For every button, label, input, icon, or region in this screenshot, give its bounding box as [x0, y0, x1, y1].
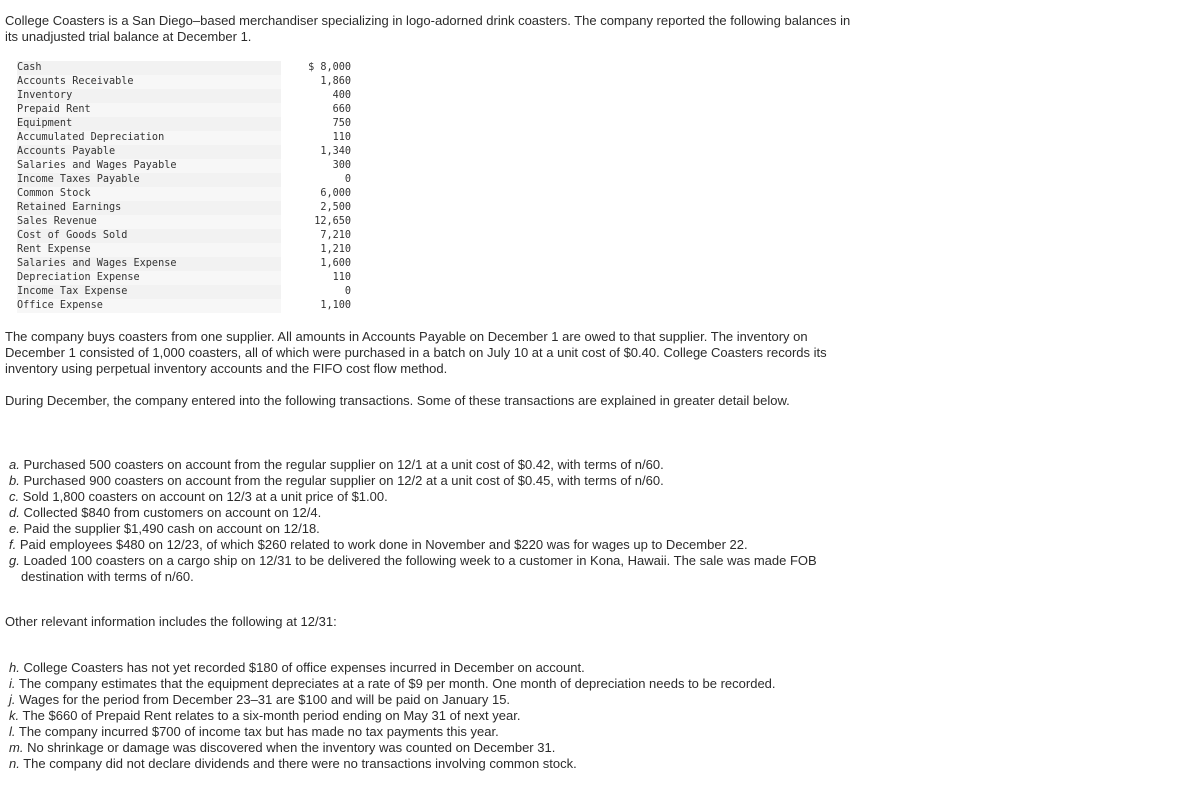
account-name: Income Tax Expense [17, 286, 128, 297]
table-row [17, 89, 357, 103]
item-letter: g. [9, 553, 20, 568]
item-text: Paid employees $480 on 12/23, of which $260 related to work done in November and $220 was for wages up to December 22. [19, 537, 748, 552]
list-item [5, 676, 865, 692]
list-item [5, 756, 865, 772]
item-letter: k. [9, 708, 20, 723]
transactions-intro-paragraph: During December, the company entered into the following transactions. Some of these transactions are explained in greater detail below. [5, 393, 790, 408]
account-name: Inventory [17, 90, 73, 101]
account-name: Depreciation Expense [17, 272, 140, 283]
list-item [5, 457, 865, 473]
item-text: The $660 of Prepaid Rent relates to a six-month period ending on May 31 of next year. [22, 708, 521, 723]
intro-paragraph: College Coasters is a San Diego–based merchandiser specializing in logo-adorned drink coasters. The company reported the following balances in its unadjusted trial balance at December 1. [5, 13, 851, 44]
table-row [17, 201, 357, 215]
item-text: No shrinkage or damage was discovered when the inventory was counted on December 31. [27, 740, 556, 755]
table-row [17, 103, 357, 117]
item-letter: b. [9, 473, 20, 488]
list-item [5, 489, 865, 505]
item-text: Sold 1,800 coasters on account on 12/3 at a unit price of $1.00. [22, 489, 388, 504]
trial-balance-table [17, 61, 357, 313]
account-amount: 1,600 [281, 257, 357, 271]
account-amount: 750 [281, 117, 357, 131]
account-amount: 660 [281, 103, 357, 117]
table-row [17, 159, 357, 173]
account-name: Accumulated Depreciation [17, 132, 165, 143]
item-text: The company did not declare dividends and there were no transactions involving common stock. [23, 756, 577, 771]
list-item [5, 505, 865, 521]
list-item [5, 692, 865, 708]
item-letter: h. [9, 660, 20, 675]
item-text: Wages for the period from December 23–31 are $100 and will be paid on January 15. [19, 692, 511, 707]
table-row [17, 145, 357, 159]
item-letter: f. [9, 537, 17, 552]
account-name: Prepaid Rent [17, 104, 91, 115]
account-name: Office Expense [17, 300, 103, 311]
account-name: Retained Earnings [17, 202, 122, 213]
account-amount: 1,100 [281, 299, 357, 313]
item-letter: c. [9, 489, 20, 504]
table-row [17, 117, 357, 131]
table-row [17, 215, 357, 229]
item-letter: a. [9, 457, 20, 472]
table-row [17, 131, 357, 145]
table-row [17, 257, 357, 271]
item-letter: e. [9, 521, 20, 536]
item-letter: n. [9, 756, 20, 771]
item-letter: i. [9, 676, 16, 691]
account-amount: 6,000 [281, 187, 357, 201]
list-item [5, 537, 865, 553]
account-amount: 12,650 [281, 215, 357, 229]
item-text: Loaded 100 coasters on a cargo ship on 12/31 to be delivered the following week to a customer in Kona, Hawaii. The sale was made FOB destination with terms of n/60. [21, 553, 817, 584]
account-amount: 7,210 [281, 229, 357, 243]
table-row [17, 187, 357, 201]
other-info-list [5, 660, 865, 772]
account-name: Accounts Receivable [17, 76, 134, 87]
supplier-paragraph: The company buys coasters from one supplier. All amounts in Accounts Payable on December 1 are owed to that supplier. The inventory on December 1 consisted of 1,000 coasters, all of which were purchased in a batch on July 10 at a unit cost of $0.40. College Coasters records its inventory using perpetual inventory accounts and the FIFO cost flow method. [5, 329, 827, 376]
table-row [17, 61, 357, 75]
table-row [17, 243, 357, 257]
account-name: Sales Revenue [17, 216, 97, 227]
list-item [5, 708, 865, 724]
item-letter: j. [9, 692, 16, 707]
item-letter: l. [9, 724, 16, 739]
account-amount: 110 [281, 131, 357, 145]
item-text: Purchased 500 coasters on account from the regular supplier on 12/1 at a unit cost of $0.42, with terms of n/60. [23, 457, 664, 472]
table-row [17, 173, 357, 187]
item-text: The company incurred $700 of income tax but has made no tax payments this year. [18, 724, 499, 739]
account-amount: 0 [281, 285, 357, 299]
account-name: Rent Expense [17, 244, 91, 255]
list-item [5, 660, 865, 676]
account-amount: $ 8,000 [281, 61, 357, 75]
item-text: College Coasters has not yet recorded $180 of office expenses incurred in December on account. [23, 660, 585, 675]
item-text: Collected $840 from customers on account on 12/4. [23, 505, 322, 520]
account-name: Common Stock [17, 188, 91, 199]
account-amount: 2,500 [281, 201, 357, 215]
list-item [5, 740, 865, 756]
item-letter: m. [9, 740, 24, 755]
table-row [17, 229, 357, 243]
account-name: Cash [17, 62, 42, 73]
list-item [5, 724, 865, 740]
account-name: Accounts Payable [17, 146, 116, 157]
account-name: Income Taxes Payable [17, 174, 140, 185]
account-name: Salaries and Wages Expense [17, 258, 177, 269]
account-name: Salaries and Wages Payable [17, 160, 177, 171]
account-name: Equipment [17, 118, 73, 129]
account-amount: 1,860 [281, 75, 357, 89]
account-amount: 0 [281, 173, 357, 187]
item-text: The company estimates that the equipment depreciates at a rate of $9 per month. One month of depreciation needs to be recorded. [18, 676, 776, 691]
table-row [17, 299, 357, 313]
item-text: Paid the supplier $1,490 cash on account on 12/18. [23, 521, 320, 536]
table-row [17, 75, 357, 89]
account-amount: 110 [281, 271, 357, 285]
table-row [17, 271, 357, 285]
list-item [5, 473, 865, 489]
item-letter: d. [9, 505, 20, 520]
table-row [17, 285, 357, 299]
account-amount: 400 [281, 89, 357, 103]
list-item [5, 521, 865, 537]
account-amount: 1,340 [281, 145, 357, 159]
transactions-list [5, 457, 865, 585]
item-text: Purchased 900 coasters on account from the regular supplier on 12/2 at a unit cost of $0.45, with terms of n/60. [23, 473, 664, 488]
account-amount: 1,210 [281, 243, 357, 257]
list-item [5, 553, 865, 585]
account-amount: 300 [281, 159, 357, 173]
account-name: Cost of Goods Sold [17, 230, 128, 241]
other-info-heading: Other relevant information includes the following at 12/31: [5, 614, 337, 629]
